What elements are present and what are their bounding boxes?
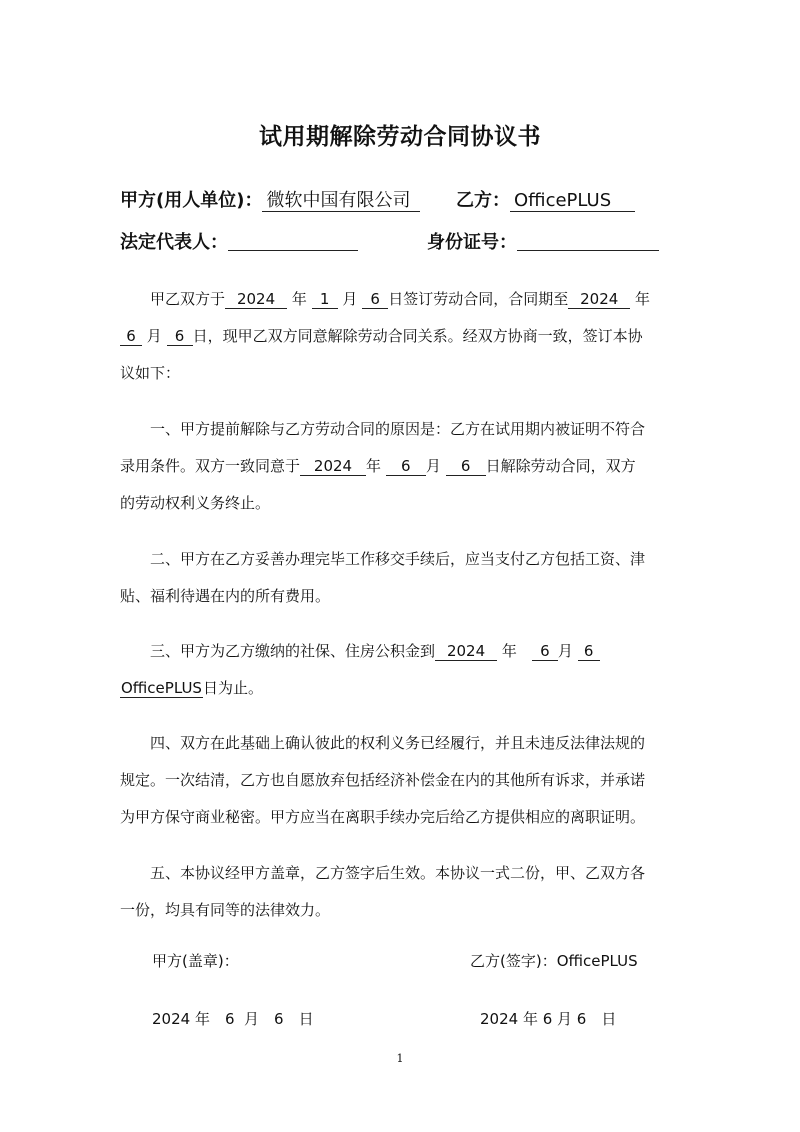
id-number-label: 身份证号： [427,232,517,253]
paragraph-intro [120,281,682,392]
paragraph-line: 五、本协议经甲方盖章，乙方签字后生效。本协议一式二份，甲、乙双方各 [150,864,646,882]
party-a-label: 甲方(用人单位)： [120,190,263,211]
paragraph-line: 一、甲方提前解除与乙方劳动合同的原因是：乙方在试用期内被证明不符合 [150,420,646,438]
legal-rep-field [120,228,358,254]
document-title: 试用期解除劳动合同协议书 [259,124,541,150]
paragraph-line: 的劳动权利义务终止。 [120,494,271,512]
paragraph-clause-4 [120,725,682,836]
paragraph-clause-2 [120,541,682,615]
paragraph-clause-5 [120,855,682,929]
paragraph-clause-1 [120,411,682,522]
paragraph-line: 贴、福利待遇在内的所有费用。 [120,587,331,605]
paragraph-line: 议如下： [120,364,181,382]
paragraph-line: 规定。一次结清，乙方也自愿放弃包括经济补偿金在内的其他所有诉求，并承诺 [120,771,646,789]
paragraph-line: OfficePLUS日为止。 [121,679,263,697]
party-b-field [456,186,635,212]
party-b-label: 乙方： [456,190,510,211]
paragraph-line: 为甲方保守商业秘密。甲方应当在离职手续办完后给乙方提供相应的离职证明。 [120,808,646,826]
party-a-value: 微软中国有限公司 [262,191,420,212]
party-a-field [120,186,420,212]
party-b-date: 2024 年 6 月 6 日 [480,1010,617,1028]
paragraph-clause-3 [120,633,682,707]
paragraph-line: 录用条件。双方一致同意于 2024 年 6 月 6 日解除劳动合同，双方 [120,457,636,475]
party-b-value: OfficePLUS [510,191,635,212]
paragraph-line: 四、双方在此基础上确认彼此的权利义务已经履行，并且未违反法律法规的 [150,734,646,752]
party-b-signature-label: 乙方(签字)：OfficePLUS [470,952,638,970]
page-number: 1 [396,1052,404,1065]
id-number-blank [517,232,659,251]
party-a-date: 2024 年 6 月 6 日 [152,1010,314,1028]
legal-rep-blank [228,232,358,251]
paragraph-line: 甲乙双方于 2024 年 1 月 6 日签订劳动合同，合同期至 2024 年 [150,290,650,308]
paragraph-line: 6 月 6 日，现甲乙双方同意解除劳动合同关系。经双方协商一致，签订本协 [120,318,682,355]
party-a-seal-label: 甲方(盖章)： [152,952,239,970]
paragraph-line: 三、甲方为乙方缴纳的社保、住房公积金到 2024 年 6 月 6 [120,633,682,670]
legal-rep-label: 法定代表人： [120,232,228,253]
paragraph-line: 一份，均具有同等的法律效力。 [120,901,331,919]
paragraph-line: 二、甲方在乙方妥善办理完毕工作移交手续后，应当支付乙方包括工资、津 [150,550,646,568]
id-number-field [427,228,659,254]
